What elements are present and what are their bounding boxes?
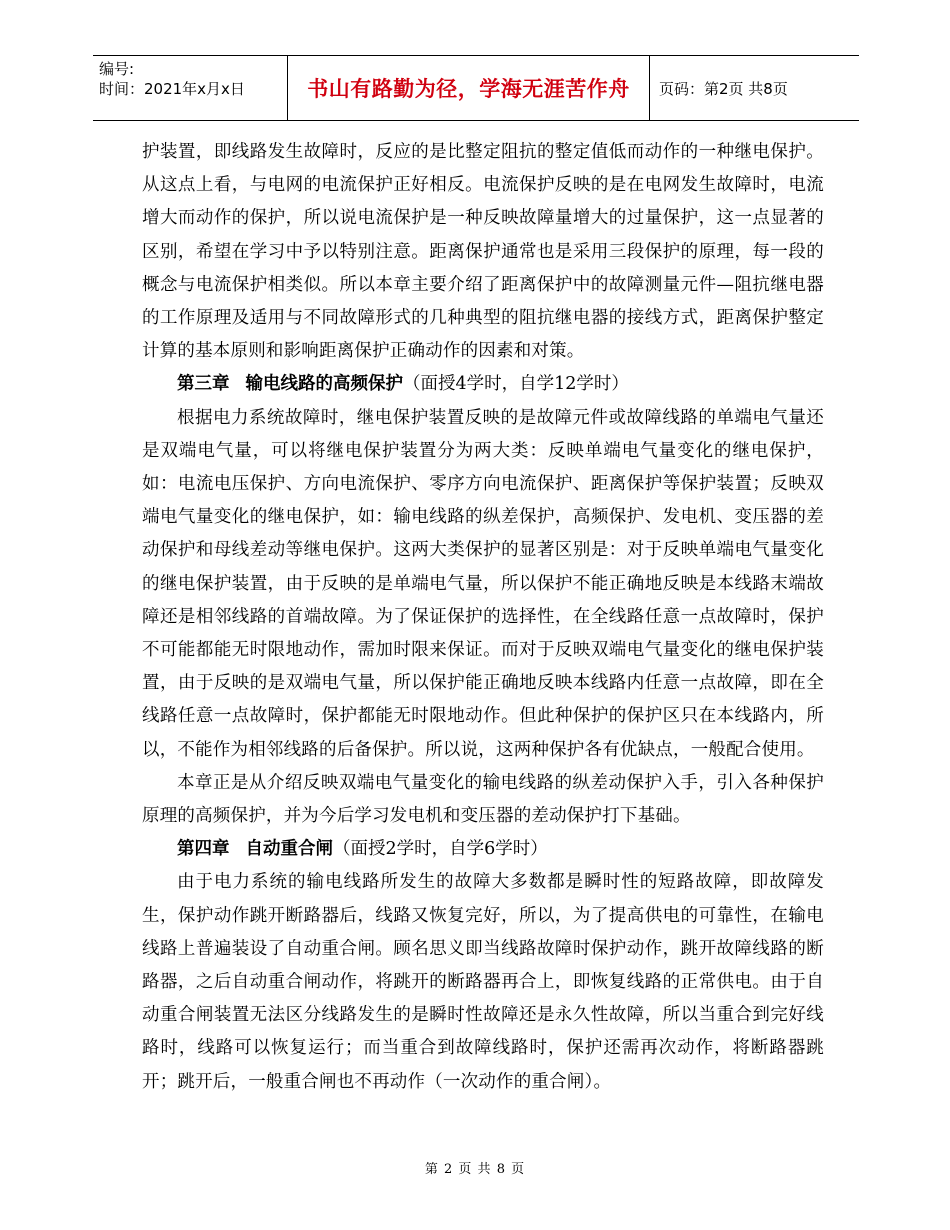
chapter-title: 自动重合闸 xyxy=(245,839,333,860)
header-meta xyxy=(99,59,289,99)
chapter-heading xyxy=(142,833,824,866)
chapter-number: 第三章 xyxy=(177,374,230,395)
paragraph: 根据电力系统故障时，继电保护装置反映的是故障元件或故障线路的单端电气量还是双端电气量，可以将继电保护装置分为两大类：反映单端电气量变化的继电保护，如：电流电压保护、方向电流保护、零序方向电流保护、距离保护等保护装置；反映双端电气量变化的继电保护，如：输电线路的纵差保护，高频保护、发电机、变压器的差动保护和母线差动等继电保护。这两大类保护的显著区别是：对于反映单端电气量变化的继电保护装置，由于反映的是单端电气量，所以保护不能正确地反映是本线路末端故障还是相邻线路的首端故障。为了保证保护的选择性，在全线路任意一点故障时，保护不可能都能无时限地动作，需加时限来保证。而对于反映双端电气量变化的继电保护装置，由于反映的是双端电气量，所以保护能正确地反映本线路内任意一点故障，即在全线路任意一点故障时，保护都能无时限地动作。但此种保护的保护区只在本线路内，所以，不能作为相邻线路的后备保护。所以说，这两种保护各有优缺点，一般配合使用。 xyxy=(142,407,824,760)
paragraph: 本章正是从介绍反映双端电气量变化的输电线路的纵差动保护入手，引入各种保护原理的高频保护，并为今后学习发电机和变压器的差动保护打下基础。 xyxy=(142,772,824,827)
page-header xyxy=(93,55,859,121)
chapter-heading xyxy=(142,368,824,401)
chapter-hours: （面授4学时，自学12学时） xyxy=(403,374,629,395)
paragraph: 护装置，即线路发生故障时，反应的是比整定阻抗的整定值低而动作的一种继电保护。从这点上看，与电网的电流保护正好相反。电流保护反映的是在电网发生故障时，电流增大而动作的保护，所以说电流保护是一种反映故障量增大的过量保护，这一点显著的区别，希望在学习中予以特别注意。距离保护通常也是采用三段保护的原理，每一段的概念与电流保护相类似。所以本章主要介绍了距离保护中的故障测量元件—阻抗继电器的工作原理及适用与不同故障形式的几种典型的阻抗继电器的接线方式，距离保护整定计算的基本原则和影响距离保护正确动作的因素和对策。 xyxy=(142,142,824,362)
chapter-number: 第四章 xyxy=(177,839,230,860)
paragraph: 由于电力系统的输电线路所发生的故障大多数都是瞬时性的短路故障，即故障发生，保护动作跳开断路器后，线路又恢复完好，所以，为了提高供电的可靠性，在输电线路上普遍装设了自动重合闸。顾名思义即当线路故障时保护动作，跳开故障线路的断路器，之后自动重合闸动作，将跳开的断路器再合上，即恢复线路的正常供电。由于自动重合闸装置无法区分线路发生的是瞬时性故障还是永久性故障，所以当重合到完好线路时，线路可以恢复运行；而当重合到故障线路时，保护还需再次动作，将断路器跳开；跳开后，一般重合闸也不再动作（一次动作的重合闸）。 xyxy=(142,872,824,1092)
page-footer: 第 2 页 共 8 页 xyxy=(424,1162,526,1177)
header-page-info: 页码：第2页 共8页 xyxy=(659,79,788,98)
document-date: 时间：2021年x月x日 xyxy=(99,80,245,98)
chapter-hours: （面授2学时，自学6学时） xyxy=(333,839,548,860)
document-number-label: 编号: xyxy=(99,60,135,78)
header-divider xyxy=(649,56,650,120)
chapter-title: 输电线路的高频保护 xyxy=(245,374,403,395)
document-body xyxy=(142,136,824,1099)
header-motto: 书山有路勤为径，学海无涯苦作舟 xyxy=(307,77,630,101)
